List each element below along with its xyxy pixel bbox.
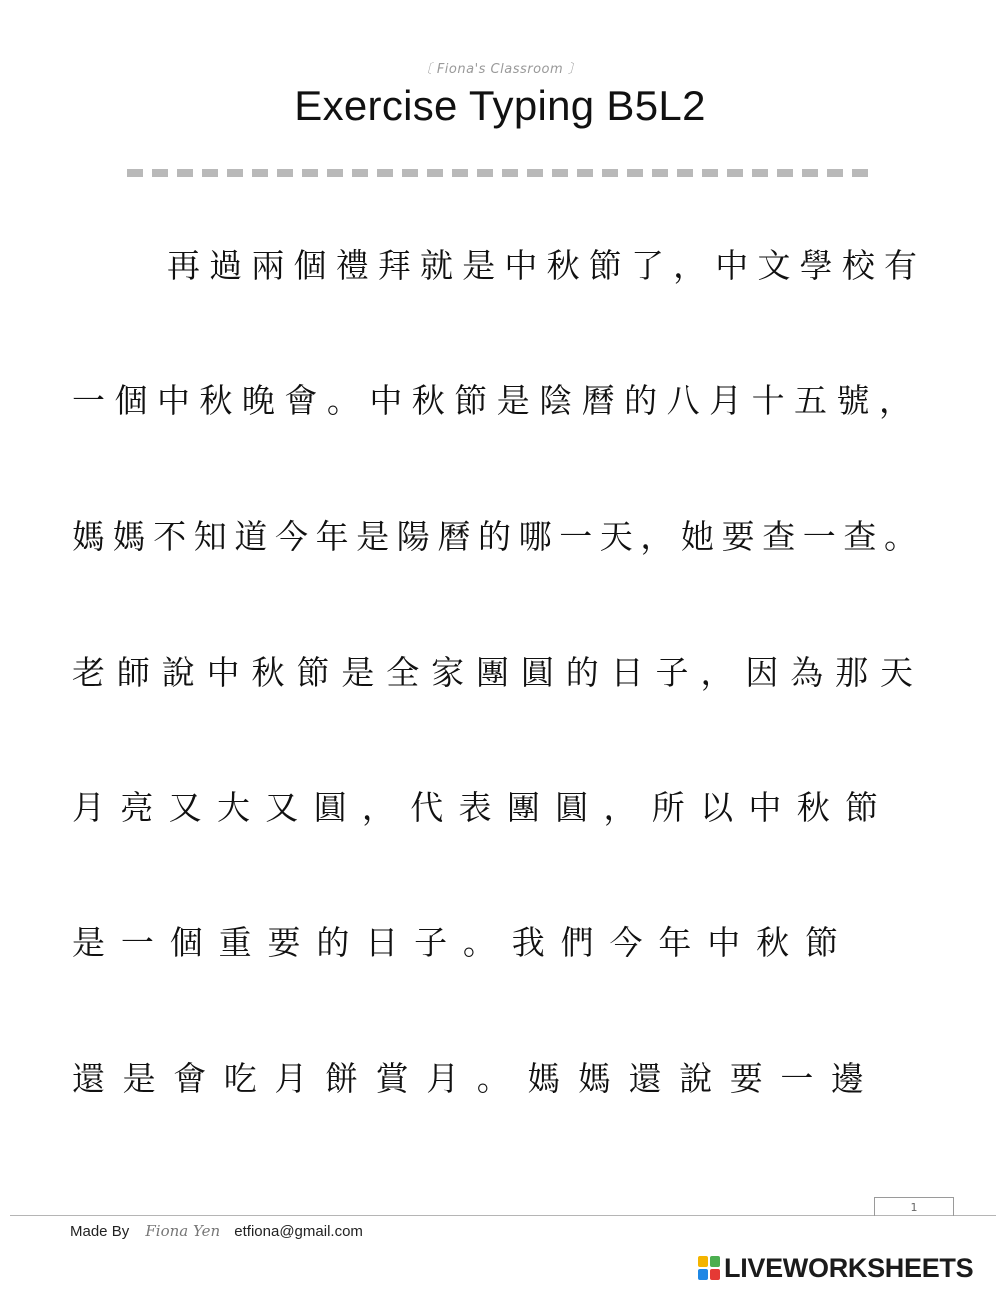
passage-line-5: 月 亮 又 大 又 圓 ， 代 表 團 圓 ， 所 以 中 秋 節 <box>72 788 878 827</box>
footer-rule <box>10 1215 996 1216</box>
passage-line-2: 一 個 中 秋 晚 會 。 中 秋 節 是 陰 曆 的 八 月 十 五 號 ， <box>72 381 912 420</box>
passage-line-3: 媽 媽 不 知 道 今 年 是 陽 曆 的 哪 一 天 ， 她 要 查 一 查 。 <box>72 517 917 556</box>
logo-icon <box>698 1256 720 1280</box>
logo-square-4 <box>710 1269 720 1280</box>
passage-line-1: 再 過 兩 個 禮 拜 就 是 中 秋 節 了 ， 中 文 學 校 有 <box>167 246 917 285</box>
classroom-label: 〔 Fiona's Classroom 〕 <box>418 62 582 77</box>
logo-square-3 <box>698 1269 708 1280</box>
made-by-line <box>70 1222 363 1240</box>
passage-line-6: 是 一 個 重 要 的 日 子 。 我 們 今 年 中 秋 節 <box>72 923 838 962</box>
dashed-divider <box>127 169 873 177</box>
liveworksheets-logo <box>698 1253 973 1283</box>
page-title: Exercise Typing B5L2 <box>294 82 706 129</box>
logo-square-2 <box>710 1256 720 1267</box>
passage-line-4: 老 師 說 中 秋 節 是 全 家 團 圓 的 日 子 ， 因 為 那 天 <box>72 653 913 692</box>
made-by-label: Made By <box>70 1223 130 1240</box>
author-name: Fiona Yen <box>145 1222 221 1240</box>
page-number: 1 <box>874 1197 954 1216</box>
passage-line-7: 還 是 會 吃 月 餅 賞 月 。 媽 媽 還 說 要 一 邊 <box>72 1059 864 1098</box>
logo-text: LIVEWORKSHEETS <box>724 1252 974 1283</box>
logo-square-1 <box>698 1256 708 1267</box>
author-email: etfiona@gmail.com <box>234 1223 363 1240</box>
